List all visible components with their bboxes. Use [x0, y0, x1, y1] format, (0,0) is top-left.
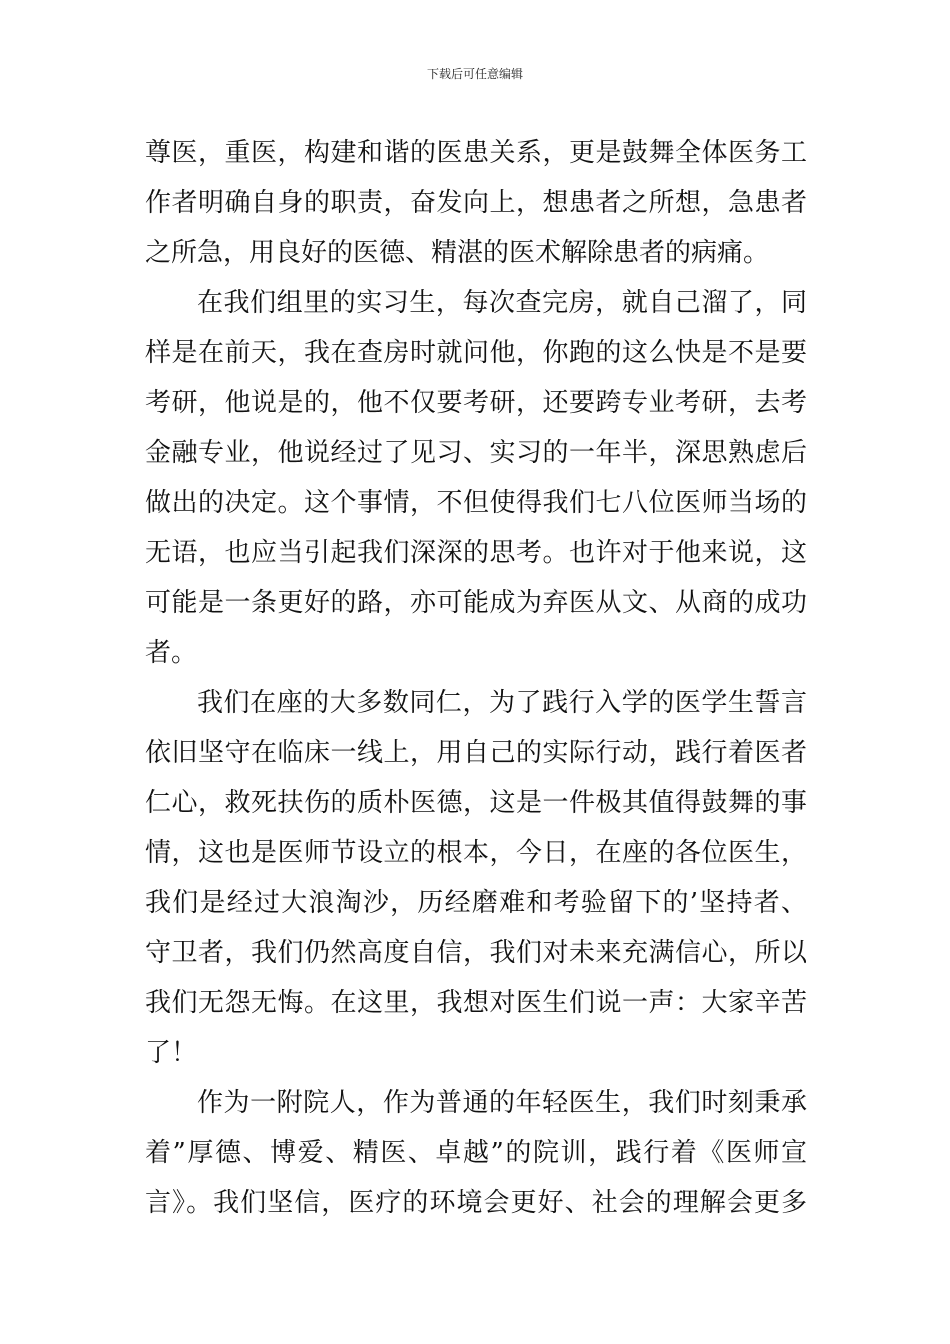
- text-line: 做出的决定。这个事情，不但使得我们七八位医师当场的: [145, 488, 807, 518]
- text-line: 考研，他说是的，他不仅要考研，还要跨专业考研，去考: [145, 388, 807, 418]
- text-line: 作为一附院人，作为普通的年轻医生，我们时刻秉承: [197, 1088, 807, 1118]
- text-line: 我们在座的大多数同仁，为了践行入学的医学生誓言: [197, 688, 807, 718]
- text-line: 金融专业，他说经过了见习、实习的一年半，深思熟虑后: [145, 438, 807, 468]
- text-line: 仁心，救死扶伤的质朴医德，这是一件极其值得鼓舞的事: [145, 788, 807, 818]
- text-line: 我们是经过大浪淘沙，历经磨难和考验留下的’坚持者、: [145, 888, 807, 918]
- text-line: 我们无怨无悔。在这里，我想对医生们说一声：大家辛苦: [145, 988, 807, 1018]
- text-line: 情，这也是医师节设立的根本，今日，在座的各位医生，: [145, 838, 807, 868]
- text-line: 可能是一条更好的路，亦可能成为弃医从文、从商的成功: [145, 588, 807, 618]
- text-line: 着”厚德、博爱、精医、卓越”的院训，践行着《医师宣: [145, 1138, 807, 1168]
- text-line: 之所急，用良好的医德、精湛的医术解除患者的病痛。: [145, 238, 770, 268]
- text-line: 样是在前天，我在查房时就问他，你跑的这么快是不是要: [145, 338, 807, 368]
- text-line: 依旧坚守在临床一线上，用自己的实际行动，践行着医者: [145, 738, 807, 768]
- text-line: 言》。我们坚信，医疗的环境会更好、社会的理解会更多: [145, 1188, 807, 1218]
- page-header: 下载后可任意编辑: [426, 67, 523, 81]
- text-line: 者。: [145, 638, 198, 668]
- text-line: 无语，也应当引起我们深深的思考。也许对于他来说，这: [145, 538, 807, 568]
- text-line: 守卫者，我们仍然高度自信，我们对未来充满信心，所以: [145, 938, 807, 968]
- text-line: 尊医，重医，构建和谐的医患关系，更是鼓舞全体医务工: [145, 138, 807, 168]
- text-line: 作者明确自身的职责，奋发向上，想患者之所想，急患者: [145, 188, 807, 218]
- text-line: 了！: [145, 1038, 198, 1068]
- text-line: 在我们组里的实习生，每次查完房，就自己溜了，同: [197, 288, 807, 318]
- document-body: [145, 128, 807, 1228]
